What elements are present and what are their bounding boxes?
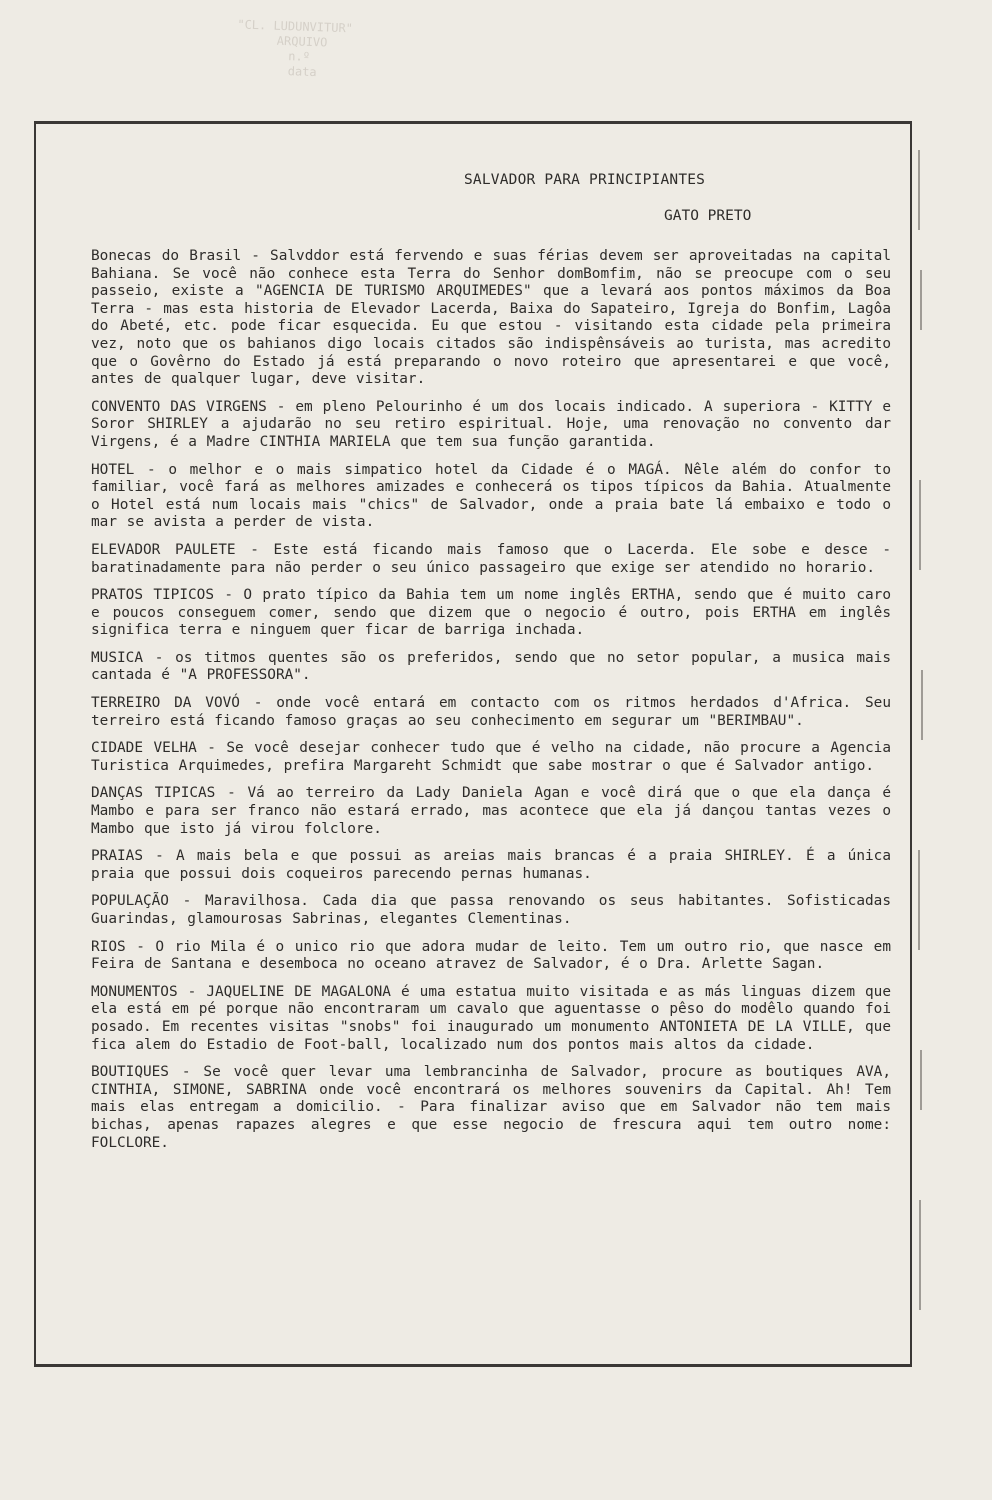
paragraph: [91, 984, 891, 1054]
paragraph-label: HOTEL: [91, 461, 135, 478]
paragraph-text: - O rio Mila é o unico rio que adora mudar de leito. Tem um outro rio, que nasce em Feira de Santana e desemboca no oceano atravez de Salvador, é o Dra. Arlette Sagan.: [91, 938, 891, 973]
paragraph: [91, 587, 891, 640]
document-byline: GATO PRETO: [664, 208, 752, 224]
paragraph-label: PRATOS TIPICOS: [91, 587, 214, 604]
paragraph: [91, 542, 891, 577]
paragraph-text: - A mais bela e que possui as areias mais brancas é a praia SHIRLEY. É a única praia que possui dois coqueiros parecendo pernas humanas.: [91, 848, 891, 882]
paragraph: [91, 399, 891, 452]
paragraph-text: - Vá ao terreiro da Lady Daniela Agan e você dirá que o que ela dança é Mambo e para ser franco não estará errado, mas acontece que ela já dançou tantas vezes o Mambo que isto já virou folclore.: [91, 785, 892, 837]
paragraph-label: CIDADE VELHA: [91, 740, 197, 757]
paragraph-text: - Maravilhosa. Cada dia que passa renovando os seus habitantes. Sofisticadas Guarindas, glamourosas Sabrinas, elegantes Clementinas.: [91, 893, 891, 927]
paragraph-text: - os titmos quentes são os preferidos, sendo que no setor popular, a musica mais cantada é "A PROFESSORA".: [91, 649, 891, 684]
margin-mark: [919, 480, 921, 570]
paragraph: [91, 893, 891, 928]
paragraph-label: MUSICA: [91, 649, 143, 666]
paragraph: [91, 939, 891, 974]
margin-mark: [921, 670, 923, 740]
margin-mark: [918, 150, 920, 230]
archive-stamp: [216, 17, 409, 114]
paragraph-text: Bonecas do Brasil - Salvddor está fervendo e suas férias devem ser aproveitadas na capital Bahiana. Se você não conhece esta Terra do Senhor domBomfim, não se preocupe com o seu passeio, existe a "AGENCIA DE TURISMO ARQUIMEDES" que a levará aos pontos máximos da Boa Terra - mas esta historia de Elevador Lacerda, Baixa do Sapateiro, Igreja do Bonfim, Lagôa do Abeté, etc. pode ficar esquecida. Eu que estou - visitando esta cidade pela primeira vez, noto que os bahianos digo locais citados são indispênsáveis ao turista, mas acredito que o Govêrno do Estado já está preparando o novo roteiro que apresentarei e que você, antes de qualquer lugar, deve visitar.: [91, 248, 891, 388]
paragraph: [91, 462, 891, 532]
paragraph-text: - o melhor e o mais simpatico hotel da Cidade é o MAGÁ. Nêle além do confor to familiar, você fará as melhores amizades e conhecerá os tipos típicos da Bahia. Atualmente o Hotel está num locais mais "chics" de Salvador, onde a praia bate lá embaixo e todo o mar se avista a perder de vista.: [91, 461, 891, 531]
paragraph-text: - onde você entará em contacto com os ritmos herdados d'Africa. Seu terreiro está ficando famoso graças ao seu conhecimento em segurar um "BERIMBAU".: [91, 695, 891, 729]
paragraph-label: DANÇAS TIPICAS: [91, 785, 216, 802]
paragraph-label: RIOS: [91, 938, 126, 955]
paragraph-text: - Se você desejar conhecer tudo que é velho na cidade, não procure a Agencia Turistica Arquimedes, prefira Margareht Schmidt que sabe mostrar o que é Salvador antigo.: [91, 740, 892, 774]
paragraph-label: ELEVADOR PAULETE: [91, 541, 236, 558]
paragraph: [91, 848, 891, 883]
margin-mark: [919, 1200, 921, 1310]
paragraph-label: MONUMENTOS: [91, 983, 178, 1000]
paragraph-label: PRAIAS: [91, 848, 143, 865]
paragraph-text: - Se você quer levar uma lembrancinha de Salvador, procure as boutiques AVA, CINTHIA, SIMONE, SABRINA onde você encontrará os melhores souvenirs da Capital. Ah! Tem mais elas entregam a domicilio. - Para finalizar aviso que em Salvador não tem mais bichas, apenas rapazes alegres e que esse negocio de frescura aqui tem outro nome: FOLCLORE.: [91, 1064, 891, 1151]
paragraph: [91, 1064, 891, 1152]
paragraph: [91, 695, 891, 730]
paragraph-label: POPULAÇÃO: [91, 893, 169, 910]
paragraph-text: - Este está ficando mais famoso que o Lacerda. Ele sobe e desce - baratinadamente para não perder o seu único passageiro que exige ser atendido no horario.: [91, 541, 891, 576]
stamp-line: "CL. LUDUNVITUR": [237, 17, 354, 36]
margin-marks: [916, 150, 926, 1350]
document-title: SALVADOR PARA PRINCIPIANTES: [464, 172, 706, 188]
paragraph: [91, 740, 891, 775]
paragraph-label: TERREIRO DA VOVÓ: [91, 695, 240, 712]
stamp-line: n.º: [288, 49, 311, 64]
stamp-line: ARQUIVO: [276, 33, 328, 50]
paragraph-text: - O prato típico da Bahia tem um nome inglês ERTHA, sendo que é muito caro e poucos conseguem comer, sendo que dizem que o negocio é outro, pois ERTHA em inglês significa terra e ninguem quer ficar de barriga inchada.: [91, 587, 891, 639]
paragraph-label: CONVENTO DAS VIRGENS: [91, 398, 267, 415]
margin-mark: [920, 270, 922, 330]
margin-mark: [920, 1050, 922, 1110]
paragraph-text: - JAQUELINE DE MAGALONA é uma estatua muito visitada e as más linguas dizem que ela está em pé porque não encontraram um cavalo que aguentasse o pêso do modêlo quando foi posado. Em recentes visitas "snobs" foi inaugurado um monumento ANTONIETA DE LA VILLE, que fica alem do Estadio de Foot-ball, localizado num dos pontos mais altos da cidade.: [91, 983, 891, 1053]
paragraph: [91, 248, 891, 389]
paragraph-label: BOUTIQUES: [91, 1064, 169, 1081]
margin-mark: [918, 850, 920, 950]
document-body: [91, 248, 891, 1162]
paragraph: [91, 785, 891, 838]
paragraph: [91, 650, 891, 685]
paragraph-text: - em pleno Pelourinho é um dos locais indicado. A superiora - KITTY e Soror SHIRLEY a ajudarão no seu retiro espiritual. Hoje, uma renovação no convento dar Virgens, é a Madre CINTHIA MARIELA que tem sua função garantida.: [91, 398, 891, 450]
stamp-line: data: [287, 64, 317, 80]
